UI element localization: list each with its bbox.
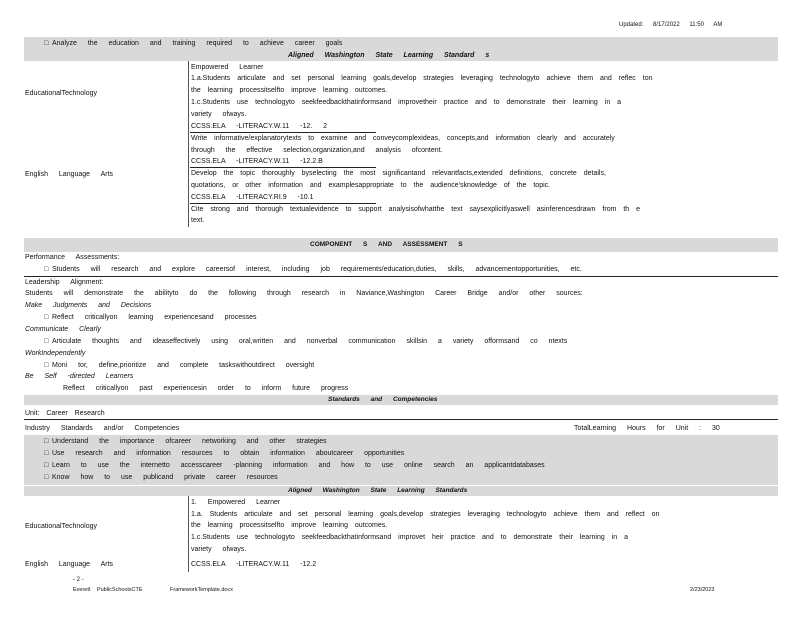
make-judgments-heading: Make Judgments and Decisions — [25, 302, 152, 309]
industry-bullet: □ Learn to use the internetto accesscareer -planning information and how to use online search an applicantdatabases — [44, 462, 545, 469]
std-line: variety ofways. — [191, 546, 247, 553]
industry-bullet: □ Know how to use publicand private career resources — [44, 474, 278, 481]
checkbox-bullet-icon: □ — [44, 266, 49, 273]
reflect-bullet-1: □ Reflect criticallyon learning experiencesand processes — [44, 314, 257, 321]
std-line: text. — [191, 217, 205, 224]
standards-title: Standards and Competencies — [328, 396, 438, 403]
self-directed-heading: Be Self -directed Learners — [25, 373, 134, 380]
section-divider — [24, 419, 778, 420]
footer-file: FrameworkTemplate.docx — [170, 587, 233, 593]
components-title: COMPONENT S AND ASSESSMENT S — [310, 241, 463, 248]
std-code: CCSS.ELA -LITERACY.W.11 -12.2 — [191, 561, 317, 568]
std-line: 1.c.Students use technologyto seekfeedbackthatinformsand improvetheir practice and to demonstrate their learning in a — [191, 99, 622, 106]
industry-label: Industry Standards and/or Competencies — [25, 425, 180, 432]
page-number: - 2 - — [73, 577, 84, 583]
std-line: the learning processitselfto improve learning outcomes. — [191, 522, 388, 529]
performance-bullet: □ Students will research and explore careersof interest, including job requirements/education,duties, skills, advancementopportunities, etc. — [44, 266, 582, 273]
checkbox-bullet-icon: □ — [44, 438, 49, 445]
industry-bullet: □ Use research and information resources to obtain information aboutcareer opportunities — [44, 450, 405, 457]
footer-date: 2/23/2023 — [690, 587, 715, 593]
std-code: CCSS.ELA -LITERACY.W.11 -12.2.B — [191, 158, 323, 165]
checkbox-bullet-icon: □ — [44, 450, 49, 457]
checkbox-bullet-icon: □ — [44, 338, 49, 345]
leadership-label: Leadership Alignment: — [25, 279, 104, 286]
std-line: 1.a.Students articulate and set personal learning goals,develop strategies leveraging technologyto achieve them and reflec ton — [191, 75, 653, 82]
checkbox-bullet-icon: □ — [44, 40, 49, 47]
ela-label-2: English Language Arts — [25, 561, 114, 568]
articulate-bullet: □ Articulate thoughts and ideaseffectively using oral,written and nonverbal communication skillsin a variety offormsand co ntexts — [44, 338, 568, 345]
std-line: 1.c.Students use technologyto seekfeedbackthatinformsand improvet heir practice and to demonstrate their learning in a — [191, 534, 628, 541]
checkbox-bullet-icon: □ — [44, 314, 49, 321]
unit-label: Unit: Career Research — [25, 410, 105, 417]
industry-bullet: □ Understand the importance ofcareer networking and other strategies — [44, 438, 327, 445]
code-underline — [190, 167, 376, 168]
ela-label-1: English Language Arts — [25, 171, 114, 178]
column-divider — [188, 496, 189, 572]
std-line: 1. Empowered Learner — [191, 499, 281, 506]
column-divider — [188, 61, 189, 227]
std-line: Empowered Learner — [191, 64, 264, 71]
std-line: the learning processitselfto improve learning outcomes. — [191, 87, 388, 94]
std-line: Write informative/explanatorytexts to examine and conveycomplexideas, concepts,and information clearly and accurately — [191, 135, 615, 142]
top-bullet: □ Analyze the education and training required to achieve career goals — [44, 40, 343, 47]
std-line: Develop the topic thoroughly byselecting the most significantand relevantfacts,extended definitions, concrete details, — [191, 170, 606, 177]
checkbox-bullet-icon: □ — [44, 362, 49, 369]
std-line: quotations, or other information and examplesappropriate to the audience'sknowledge of the topic. — [191, 182, 551, 189]
std-line: variety ofways. — [191, 111, 247, 118]
std-line: 1.a. Students articulate and set personal learning goals,develop strategies leveraging technologyto achieve them and reflect on — [191, 511, 660, 518]
updated-stamp — [619, 22, 722, 28]
checkbox-bullet-icon: □ — [44, 474, 49, 481]
updated-time: 11:50 — [689, 22, 704, 28]
aligned-title-1: Aligned Washington State Learning Standard s — [288, 52, 490, 59]
std-line: Cite strong and thorough textualevidence to support analysisofwhatthe text saysexplicitlyaswell asinferencesdrawn from th e — [191, 206, 641, 213]
section-divider — [24, 276, 778, 277]
std-code: CCSS.ELA -LITERACY.W.11 -12. 2 — [191, 123, 328, 130]
code-underline — [190, 132, 376, 133]
reflect-bullet-2: Reflect criticallyon past experiencesin order to inform future progress — [63, 385, 349, 392]
edtech-label-1: EducationalTechnology — [25, 90, 97, 97]
performance-label: Performance Assessments: — [25, 254, 120, 261]
code-underline — [190, 203, 376, 204]
updated-date: 8/17/2022 — [653, 22, 680, 28]
aligned-title-2: Aligned Washington State Learning Standards — [288, 487, 468, 494]
updated-label: Updated: — [619, 22, 644, 28]
total-hours: TotalLearning Hours for Unit : 30 — [574, 425, 720, 432]
footer-org: Everett PublicSchoolsCTE — [73, 587, 143, 593]
checkbox-bullet-icon: □ — [44, 462, 49, 469]
monitor-bullet: □ Moni tor, define,prioritize and complete taskswithoutdirect oversight — [44, 362, 315, 369]
communicate-heading: Communicate Clearly — [25, 326, 101, 333]
std-line: through the effective selection,organization,and analysis ofcontent. — [191, 147, 443, 154]
edtech-label-2: EducationalTechnology — [25, 523, 97, 530]
work-independently-heading: WorkIndependently — [25, 350, 86, 357]
leadership-text: Students will demonstrate the abilityto do the following through research in Naviance,Washington Career Bridge and/or other sources: — [25, 290, 583, 297]
updated-ampm: AM — [713, 22, 723, 28]
std-code: CCSS.ELA -LITERACY.RI.9 -10.1 — [191, 194, 314, 201]
